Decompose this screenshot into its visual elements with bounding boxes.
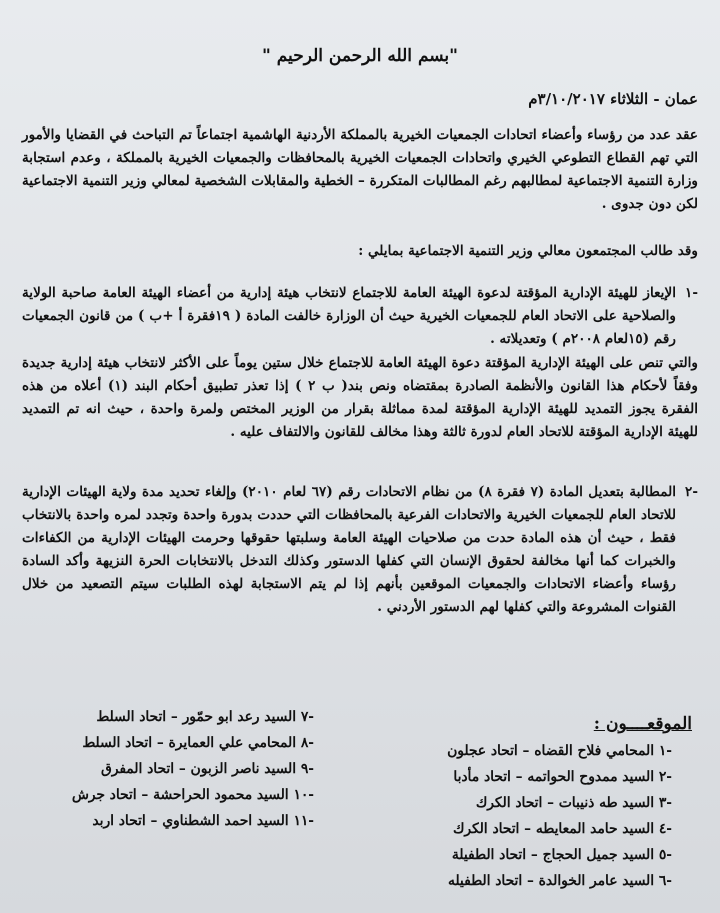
demand-text: المطالبة بتعديل المادة (٧ فقرة ٨) من نظام الاتحادات رقم (٦٧ لعام ٢٠١٠) وإلغاء تحديد مدة ولاية الهيئات الإدارية للاتحاد العام للجمعيات الخيرية والاتحادات الفرعية بالمحافظات التي حددت بدورة واحدة وتجدد لمره واحدة بالانتخاب فقط ، حيث أن هذه المادة حدت من صلاحيات الهيئة العامة وسلبتها حقوقها وحرمت الهيئات الإدارية من الكفاءات والخبرات كما أنها مخالفة لحقوق الإنسان التي كفلها الدستور وكذلك التدخل بالانتخابات الحرة النزيهة وأكد السادة رؤساء وأعضاء الاتحادات والجمعيات الموقعين بأنهم إذا لم يتم الاستجابة لهذه الطلبات سيتم التصعيد من خلال القنوات المشروعة والتي كفلها لهم الدستور الأردني . bbox=[22, 484, 676, 615]
signatory: -١١ السيد احمد الشطناوي – اتحاد اربد bbox=[92, 813, 314, 829]
demand-number: -١ bbox=[685, 285, 698, 301]
demands-intro: وقد طالب المجتمعون معالي وزير التنمية الاجتماعية بمايلي : bbox=[358, 243, 698, 259]
signatory: -٩ السيد ناصر الزبون – اتحاد المفرق bbox=[101, 761, 314, 777]
signatory: -٦ السيد عامر الخوالدة – اتحاد الطفيله bbox=[447, 873, 672, 889]
signatories-right-column bbox=[447, 738, 672, 894]
demand-item-1 bbox=[22, 282, 698, 351]
demand-text: الإيعاز للهيئة الإدارية المؤقتة لدعوة الهيئة العامة للاجتماع لانتخاب هيئة إدارية من أعضاء الهيئة العامة صاحبة الولاية والصلاحية على الاتحاد العام للجمعيات الخيرية حيث أن الوزارة خالفت المادة ( ١٩فقرة أ +ب ) من قانون الجمعيات رقم (١٥لعام ٢٠٠٨م ) وتعديلاته . bbox=[22, 285, 676, 347]
signatory: -١ المحامي فلاح القضاه – اتحاد عجلون bbox=[447, 743, 672, 759]
signatory: -٢ السيد ممدوح الحواتمه – اتحاد مأدبا bbox=[453, 769, 672, 785]
signatory: -٣ السيد طه ذنيبات – اتحاد الكرك bbox=[475, 795, 672, 811]
letter-date: عمان - الثلاثاء ٣/١٠/٢٠١٧م bbox=[528, 90, 698, 108]
signatory: -٨ المحامي علي العمايرة – اتحاد السلط bbox=[82, 735, 314, 751]
demand-item-2 bbox=[22, 481, 698, 619]
signatory: -٤ السيد حامد المعايطه – اتحاد الكرك bbox=[453, 821, 672, 837]
demand-number: -٢ bbox=[685, 484, 698, 500]
intro-paragraph: عقد عدد من رؤساء وأعضاء اتحادات الجمعيات الخيرية بالمملكة الأردنية الهاشمية اجتماعاً تم التباحث في القضايا والأمور التي تهم القطاع التطوعي الخيري واتحادات الجمعيات الخيرية بالمحافظات والجمعيات الخيرية بالمملكة ، وعدم استجابة وزارة التنمية الاجتماعية لمطالبهم رغم المطالبات المتكررة – الخطية والمقابلات الشخصية لمعالي وزير التنمية الاجتماعية لكن دون جدوى . bbox=[22, 127, 698, 212]
signatory: -٧ السيد رعد ابو حمّور – اتحاد السلط bbox=[96, 709, 314, 725]
basmala-title: "بسم الله الرحمن الرحيم " bbox=[261, 46, 459, 66]
signatory: -٥ السيد جميل الحجاج – اتحاد الطفيلة bbox=[451, 847, 672, 863]
signatory: -١٠ السيد محمود الحراحشة – اتحاد جرش bbox=[71, 787, 314, 803]
signatories-heading: الموقعــــون : bbox=[593, 714, 692, 734]
demand-item-1-continued bbox=[22, 352, 698, 444]
signatories-left-column bbox=[72, 704, 314, 834]
demand-text-continued: والتي تنص على الهيئة الإدارية المؤقتة دعوة الهيئة العامة للاجتماع خلال ستين يوماً على الأكثر لانتخاب هيئة إدارية جديدة وفقاً لأحكام هذا القانون والأنظمة الصادرة بمقتضاه ونص بند( ب ٢ ) إذا تعذر تطبيق أحكام البند (١) أعلاه من هذه الفقرة يجوز التمديد للهيئة الإدارية المؤقتة لمدة مماثلة بقرار من الوزير المختص ولمرة واحدة ، حيث انه تم التمديد للهيئة الإدارية المؤقتة للاتحاد العام لدورة ثالثة وهذا مخالف للقانون والالتفاف عليه . bbox=[22, 355, 698, 440]
